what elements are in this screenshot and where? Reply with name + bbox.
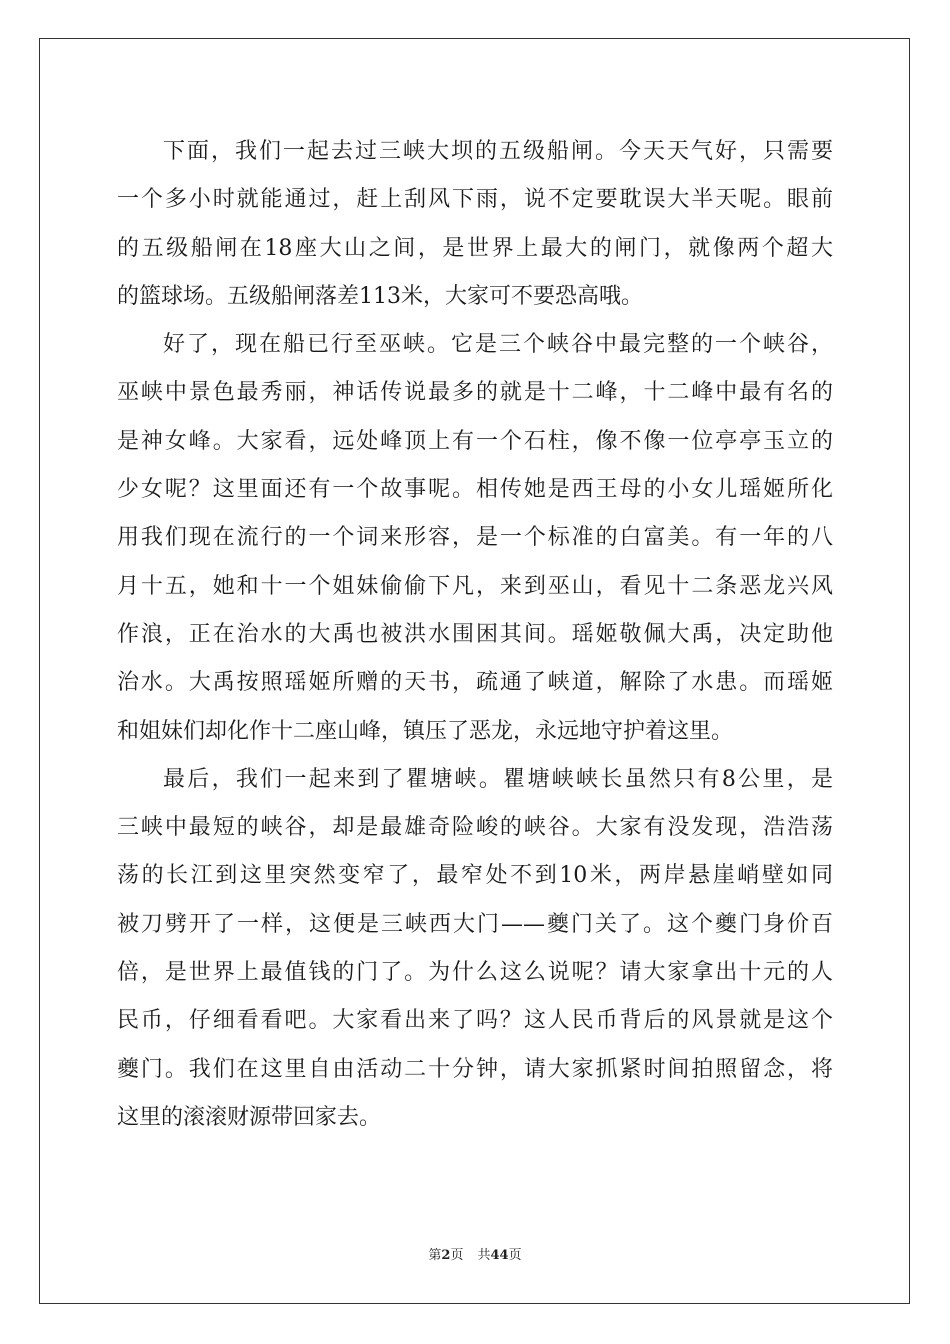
paragraph-3 (117, 756, 833, 1142)
text-line: 一个多小时就能通过，赶上刮风下雨，说不定要耽误大半天呢。眼前 (117, 187, 833, 213)
text-line: 少女呢？这里面还有一个故事呢。相传她是西王母的小女儿瑶姬所化 (117, 477, 833, 503)
text-line: 月十五，她和十一个姐妹偷偷下凡，来到巫山，看见十二条恶龙兴风 (117, 573, 833, 599)
text-line: 用我们现在流行的一个词来形容，是一个标准的白富美。有一年的八 (117, 525, 833, 551)
paragraph-1 (117, 128, 833, 321)
text-line: 作浪，正在治水的大禹也被洪水围困其间。瑶姬敬佩大禹，决定助他 (117, 621, 833, 647)
page-number: 2 (441, 1248, 451, 1263)
page-prefix: 第 (428, 1248, 442, 1263)
text-line: 三峡中最短的峡谷，却是最雄奇险峻的峡谷。大家有没发现，浩浩荡 (117, 815, 833, 841)
text-line: 民币，仔细看看吧。大家看出来了吗？这人民币背后的风景就是这个 (117, 1008, 833, 1034)
text-line: 好了，现在船已行至巫峡。它是三个峡谷中最完整的一个峡谷， (163, 332, 833, 358)
total-prefix: 共 (477, 1248, 491, 1263)
text-line: 这里的滚滚财源带回家去。 (117, 1104, 382, 1130)
text-line: 巫峡中景色最秀丽，神话传说最多的就是十二峰，十二峰中最有名的 (117, 380, 833, 406)
total-pages: 44 (490, 1248, 509, 1263)
total-suffix: 页 (508, 1248, 522, 1263)
page-footer (0, 1248, 950, 1264)
text-line: 倍，是世界上最值钱的门了。为什么这么说呢？请大家拿出十元的人 (117, 960, 833, 986)
document-body (117, 128, 833, 1142)
text-line: 的篮球场。五级船闸落差113米，大家可不要恐高哦。 (117, 283, 643, 309)
text-line: 最后，我们一起来到了瞿塘峡。瞿塘峡峡长虽然只有8公里，是 (163, 766, 833, 792)
paragraph-2 (117, 321, 833, 756)
text-line: 是神女峰。大家看，远处峰顶上有一个石柱，像不像一位亭亭玉立的 (117, 428, 833, 454)
text-line: 治水。大禹按照瑶姬所赠的天书，疏通了峡道，解除了水患。而瑶姬 (117, 670, 833, 696)
text-line: 被刀劈开了一样，这便是三峡西大门——夔门关了。这个夔门身价百 (117, 911, 833, 937)
text-line: 和姐妹们却化作十二座山峰，镇压了恶龙，永远地守护着这里。 (117, 718, 734, 744)
text-line: 荡的长江到这里突然变窄了，最窄处不到10米，两岸悬崖峭壁如同 (117, 863, 833, 889)
text-line: 夔门。我们在这里自由活动二十分钟，请大家抓紧时间拍照留念，将 (117, 1056, 833, 1082)
text-line: 下面，我们一起去过三峡大坝的五级船闸。今天天气好，只需要 (163, 139, 833, 164)
page-suffix: 页 (450, 1248, 464, 1263)
text-line: 的五级船闸在18座大山之间，是世界上最大的闸门，就像两个超大 (117, 235, 833, 261)
